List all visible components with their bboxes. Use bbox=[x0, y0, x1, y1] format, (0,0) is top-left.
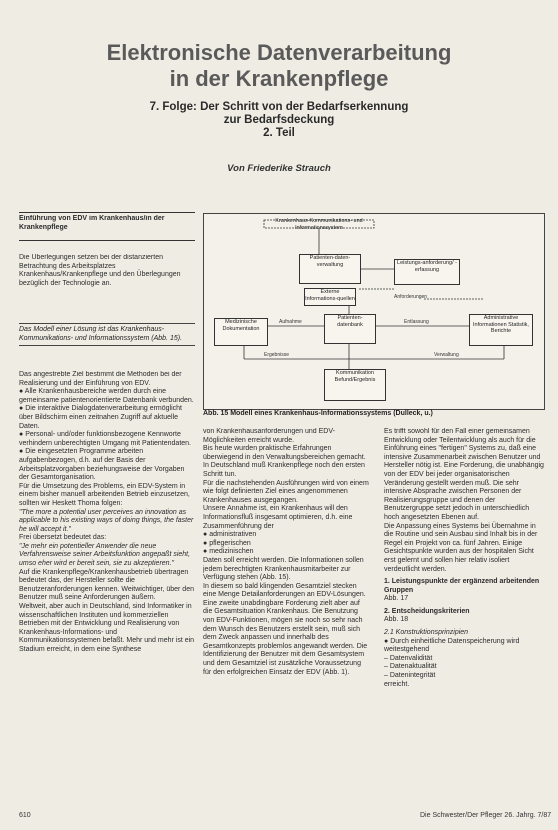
box-communication: Kommunikation Befund/Ergebnis bbox=[324, 369, 386, 401]
box-admin-info: Administrative Informationen Statistik, Berichte bbox=[469, 314, 533, 346]
right-end: erreicht. bbox=[384, 680, 410, 688]
box-external-sources: Externe Informations-quellen bbox=[304, 288, 356, 306]
sublist-item: – Datenintegrität bbox=[384, 672, 436, 680]
item3: 2.1 Konstruktionsprinzipien bbox=[384, 629, 469, 637]
quote-german: "Je mehr ein potentieller Anwender die neue Verfahrensweise seiner Arbeitsfunktion angepaßt sieht, umso eher wird er bereit sein, sie zu akzeptieren." bbox=[19, 542, 191, 568]
left-para3: Für die Umsetzung des Problems, ein EDV-System in einem bisher manuell arbeitenden Betrieb einzusetzen, sollten wir Heskett Thoma folgen: bbox=[19, 482, 190, 507]
item2: 2. Entscheidungskriterien bbox=[384, 607, 470, 615]
author-line: Von Friederike Strauch bbox=[227, 163, 331, 174]
diagram-label: Aufnahme bbox=[279, 319, 302, 325]
subtitle-line3: 2. Teil bbox=[263, 127, 295, 139]
mid-para3: Für die nachstehenden Ausführungen wird von einem wie folgt definierten Ziel eines angenommenen Krankenhauses ausgegangen. bbox=[203, 479, 369, 504]
article-title-line2: in der Krankenpflege bbox=[169, 66, 389, 91]
bullet-item: ● Personal- und/oder funktionsbezogene Kennworte verhindern unberechtigten Umgang mit Patientendaten. bbox=[19, 431, 191, 447]
box-medical-doc: Medizinische Dokumentation bbox=[214, 318, 268, 346]
list-item: ● administrativen bbox=[203, 531, 257, 539]
item3-text: ● Durch einheitliche Datenspeicherung wird weitestgehend bbox=[384, 637, 520, 654]
list-item: ● medizinischen bbox=[203, 548, 254, 556]
bullet-item: ● Alle Krankenhausbereiche werden durch eine gemeinsame patientenorientierte Datenbank verbunden. bbox=[19, 388, 194, 404]
left-top-rule bbox=[19, 212, 195, 213]
subtitle-line1: 7. Folge: Der Schritt von der Bedarfserkennung bbox=[149, 101, 409, 113]
left-para2: Das angestrebte Ziel bestimmt die Methoden bei der Realisierung und der Einführung von EDV. bbox=[19, 371, 182, 387]
item1-ref: Abb. 17 bbox=[384, 595, 409, 603]
quote-english: "The more a potential user perceives an innovation as applicable to his existing ways of doing things, the faster he will accept it." bbox=[19, 508, 194, 533]
page-number: 610 bbox=[19, 812, 31, 819]
left-body bbox=[19, 371, 195, 806]
mid-para4: Unsere Annahme ist, ein Krankenhaus will den Informationsfluß insgesamt optimieren, d.h. eine Zusammenführung der bbox=[203, 505, 353, 530]
diagram-label: Anforderungen bbox=[394, 294, 428, 300]
left-para4: Auf die Krankenpflege/Krankenhausbetrieb übertragen bedeutet das, der Hersteller sollte die Benutzeranforderungen kennen. Weitwichtiger, über den Benutzer muß seine Anforderungen äußern. bbox=[19, 568, 194, 602]
article-title-line1: Elektronische Datenverarbeitung bbox=[106, 40, 452, 65]
list-item: ● pflegerischen bbox=[203, 539, 251, 547]
left-heading-rule bbox=[19, 240, 195, 241]
bullet-item: ● Die eingesetzten Programme arbeiten aufgabenbezogen, d.h. auf der Basis der Arbeitsplatzvorgaben beziehungsweise der Vorgaben der Gesamtorganisation. bbox=[19, 448, 185, 482]
middle-column bbox=[203, 428, 370, 808]
mid-para5: Daten soll erreicht werden. Die Informationen sollen jedem berechtigten Krankenhausmitarbeiter zur Verfügung stehen (Abb. 15). bbox=[203, 556, 364, 582]
box-patient-admin: Patienten-daten-verwaltung bbox=[299, 254, 361, 284]
mid-para1: von Krankenhausanforderungen und EDV-Möglichkeiten erreicht wurde. bbox=[203, 428, 335, 444]
right-column bbox=[384, 428, 546, 808]
right-para1: Es trifft sowohl für den Fall einer gemeinsamen Entwicklung oder Teilentwicklung als auch für die Einführung eines "fertigen" Systems zu, daß eine intensive Zusammenarbeit zwischen Benutzer und Hersteller nötig ist. Eine Forderung, die unabhängig von der EDV bei jeder organisatorischen Veränderung gestellt werden muß. Die sehr intensive Absprache zwischen Personen der Realisierungsgruppe und denen der Benutzergruppe setzt jedoch in unterschiedlich hoch angesetzten Ebenen auf. bbox=[384, 428, 544, 521]
mid-para2: Bis heute wurden praktische Erfahrungen überwiegend in den Verwaltungsbereichen gemacht. In Deutschland muß Krankenpflege noch den ersten Schritt tun. bbox=[203, 445, 366, 478]
mid-para6: In diesem so bald klingenden Gesamtziel stecken eine Menge Detailanforderungen an EDV-Lösungen. Eine zweite unabdingbare Forderung zielt aber auf die Gesamtsituation Krankenhaus. Die Benutzung von EDV-Funktionen, mögen sie noch so sehr nach dem Wunsch des Benutzers erstellt sein, muß sich dem Zweck anpassen und innerhalb des Gesamtkonzepts problemlos angewandt werden. Die Identifizierung der Benutzer mit dem Gesamtsystem und dem Gesamtziel ist zusätzliche Voraussetzung für den erfolgreichen Einsatz der EDV (Abb. 1). bbox=[203, 582, 368, 676]
sublist-item: – Datenvalidität bbox=[384, 654, 433, 662]
box-service-request: Leistungs-anforderung/ -erfassung bbox=[394, 259, 460, 285]
left-heading: Einführung von EDV im Krankenhaus/in der Krankenpflege bbox=[19, 215, 165, 231]
translation-label: Frei übersetzt bedeutet das: bbox=[19, 534, 107, 542]
bullet-item: ● Die interaktive Dialogdatenverarbeitung ermöglicht über Bildschirm einen zeitnahen Zugriff auf aktuelle Daten. bbox=[19, 405, 182, 430]
journal-footer: Die Schwester/Der Pfleger 26. Jahrg. 7/87 bbox=[420, 812, 552, 819]
box-patient-database: Patienten-datenbank bbox=[324, 314, 376, 344]
subtitle-line2: zur Bedarfsdeckung bbox=[223, 114, 335, 126]
diagram-label: Verwaltung bbox=[434, 352, 459, 358]
left-para1: Die Überlegungen setzen bei der distanzierten Betrachtung des Arbeitsplatzes Krankenhaus/Krankenpflege und den Überlegungen bezüglich der Technologie an. bbox=[19, 254, 181, 287]
diagram-top-label: Krankenhaus-Kommunikations- und Informationssystem bbox=[275, 218, 363, 231]
model-quote-box: Das Modell einer Lösung ist das Krankenhaus-Kommunikations- und Informationssystem (Abb. 15). bbox=[19, 323, 195, 346]
item1: 1. Leistungspunkte der ergänzend arbeitenden Gruppen bbox=[384, 578, 540, 594]
left-para5: Weltweit, aber auch in Deutschland, sind Informatiker in wissenschaftlichen Instituten und kommerziellen Betrieben mit der Entwicklung und Realisierung von Krankenhaus-Informations- und Kommunikationssystemen befaßt. Mehr und mehr ist ein Stadium erreicht, in dem eine Synthese bbox=[19, 603, 195, 653]
diagram-label: Entlassung bbox=[404, 319, 429, 325]
sublist-item: – Datenaktualität bbox=[384, 663, 437, 671]
figure-caption: Abb. 15 Modell eines Krankenhaus-Informationssystems (Dulleck, u.) bbox=[203, 410, 433, 417]
item2-ref: Abb. 18 bbox=[384, 616, 409, 624]
his-diagram bbox=[203, 213, 545, 410]
right-para2: Die Anpassung eines Systems bei Übernahme in die Routine und sein Ausbau sind Inhalt bis in der Regel ein Projekt von ca. fünf Jahren. Einige Gesichtspunkte wurden aus der hospitalen Sicht erst gelernt und sollen hier relativ isoliert verdeutlicht werden. bbox=[384, 522, 538, 573]
diagram-label: Ergebnisse bbox=[264, 352, 290, 358]
